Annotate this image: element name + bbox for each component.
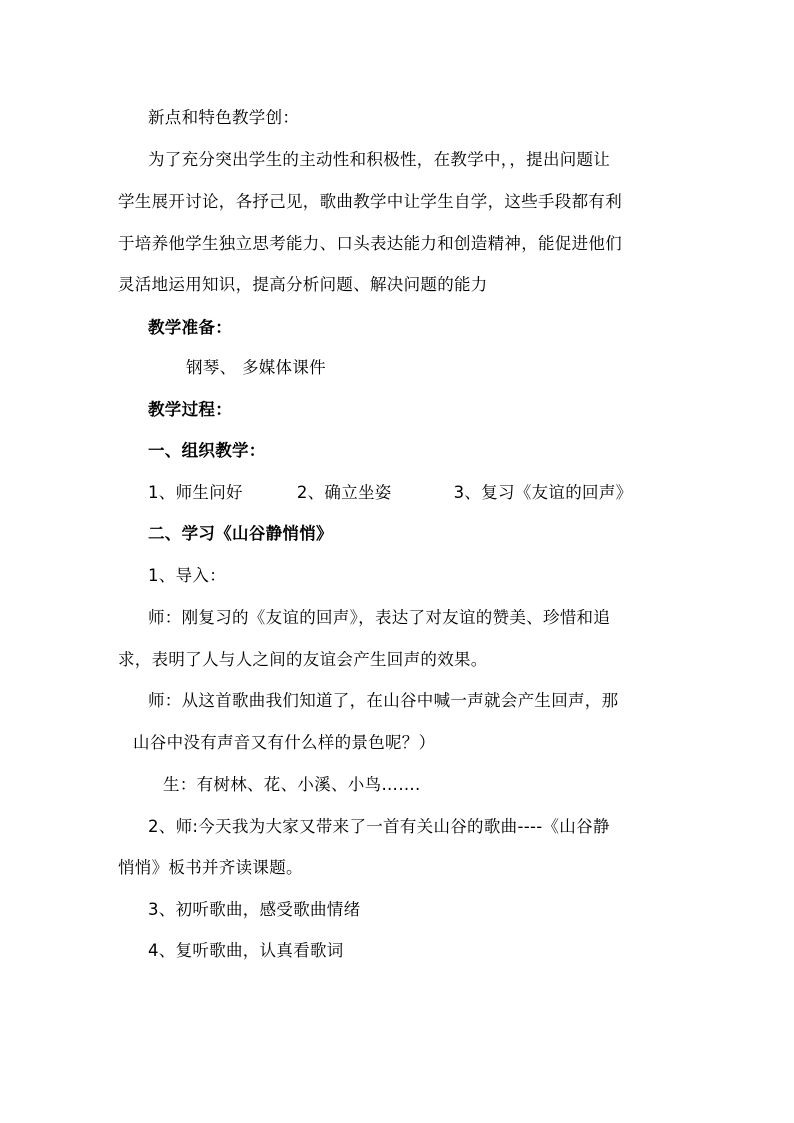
teacher-para1-line-2: 求，表明了人与人之间的友谊会产生回声的效果。: [118, 650, 488, 669]
section1-item-1: 1、师生问好: [148, 483, 243, 502]
section1-heading: 一、组织教学：: [148, 441, 266, 460]
step2-line-2: 悄悄》板书并齐读课题。: [118, 858, 303, 877]
section2-heading: 二、学习《山谷静悄悄》: [148, 524, 333, 543]
process-heading: 教学过程：: [148, 400, 232, 419]
preparation-items: 钢琴、 多媒体课件: [186, 358, 326, 377]
section1-item-2: 2、确立坐姿: [296, 483, 392, 502]
preparation-heading: 教学准备：: [148, 318, 232, 337]
step1-heading: 1、导入：: [148, 566, 226, 585]
innovation-body-line-2: 学生展开讨论，各抒己见，歌曲教学中让学生自学，这些手段都有利: [118, 192, 622, 211]
innovation-body-line-3: 于培养他学生独立思考能力、口头表达能力和创造精神，能促进他们: [118, 234, 622, 253]
section1-items: [148, 481, 632, 505]
teacher-para1-line-1: 师：刚复习的《友谊的回声》，表达了对友谊的赞美、珍惜和追: [148, 608, 611, 627]
step3: 3、初听歌曲，感受歌曲情绪: [148, 900, 361, 919]
innovation-heading: 新点和特色教学创：: [148, 108, 300, 127]
student-answer: 生：有树林、花、小溪、小鸟…….: [163, 775, 421, 794]
section1-item-3: 3、复习《友谊的回声》: [453, 483, 633, 502]
teacher-para2-line-2: 山谷中没有声音又有什么样的景色呢？）: [133, 733, 436, 752]
teacher-para2-line-1: 师：从这首歌曲我们知道了，在山谷中喊一声就会产生回声，那: [148, 691, 619, 710]
step2-line-1: 2、师:今天我为大家又带来了一首有关山谷的歌曲----《山谷静: [148, 817, 610, 836]
innovation-body-line-1: 为了充分突出学生的主动性和积极性，在教学中，，提出问题让: [148, 150, 611, 169]
innovation-body-line-4: 灵活地运用知识，提高分析问题、解决问题的能力: [118, 275, 488, 294]
step4: 4、复听歌曲，认真看歌词: [148, 941, 344, 960]
